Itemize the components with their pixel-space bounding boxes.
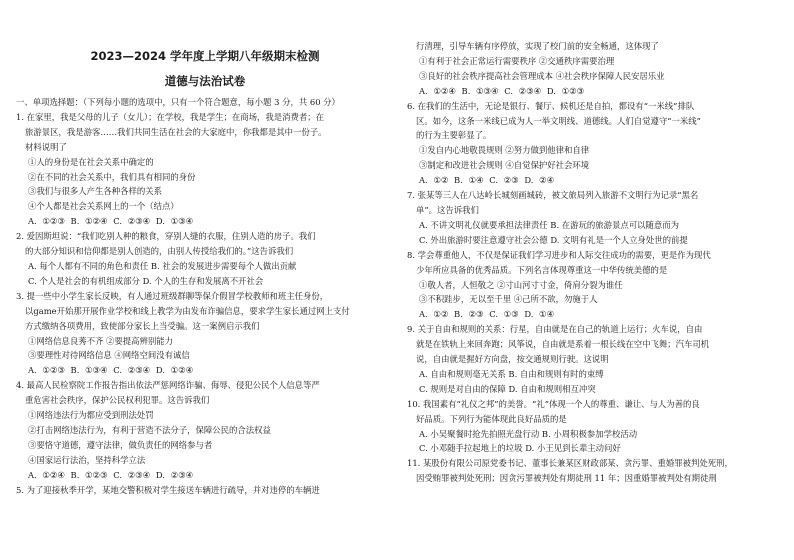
question-1-option: ③我们与很多人产生各种各样的关系 [28, 186, 162, 197]
question-6-option: ①发自内心地敬畏规则 ②努力做到他律和自律 [419, 145, 590, 156]
question-8-answers: A. ①② B. ②③ C. ①③ D. ①④ [419, 309, 555, 320]
question-9-text: 说，自由就是握好方向盘，按交通规则行驶。这说明 [416, 354, 609, 365]
question-10-option: C. 小邓随手拉起地上的垃圾 D. 小王见到长辈主动问好 [419, 443, 621, 454]
question-8-option: ③不积跬步，无以至千里 ④己所不欲，勿施于人 [419, 294, 598, 305]
question-5-text: 5. 为了迎接秋季开学，某地交警积极对学生接送车辆进行疏导，并对违停的车辆进 [16, 484, 320, 495]
question-4-text: 重危害社会秩序，保护公民权利犯罪。这告诉我们 [25, 395, 210, 406]
question-8-text: 少年所应具备的优秀品质。下列名言体现尊重这一中华传统美德的是 [416, 264, 668, 275]
question-11-text: 因受贿罪被判处死刑；因贪污罪被判处有期徒刑 11 年；因重婚罪被判处有期徒刑 [416, 473, 717, 484]
question-10-text: 好品质。下列行为能体现此良好品质的是 [416, 413, 567, 424]
question-2-text: 2. 爱因斯坦说：“我们吃别人种的粮食，穿别人缝的衣服，住别人造的房子。我们 [16, 231, 316, 242]
section-heading: 一、单项选择题：（下列每小题的选项中，只有一个符合题意，每小题 3 分，共 60 分） [16, 97, 340, 107]
exam-subtitle: 道德与法治试卷 [164, 74, 246, 88]
question-3-text: 以game开始那开展作业学校和线上教学为由发布诈骗信息，要求学生家长通过网上支付 [25, 305, 350, 316]
question-1-option: ①人的身份是在社会关系中确定的 [28, 156, 154, 167]
question-7-option: A. 不讲文明礼仪就要承担法律责任 B. 在游玩的旅游景点可以随意而为 [419, 219, 680, 230]
question-1-text: 旅游景区，我是游客……我们共同生活在社会的大家庭中，你我都是其中一份子。 [25, 126, 327, 137]
question-9-option: C. 规则是对自由的保障 D. 自由和规则相互冲突 [419, 383, 596, 394]
right-column [407, 0, 779, 486]
question-1-option: ④个人都是社会关系网上的一个（结点） [28, 201, 179, 212]
question-4-option: ④国家运行法治，坚持科学立法 [28, 454, 146, 465]
question-9-text: 9. 关于自由和规则的关系：行星，自由就是在自己的轨道上运行；火车说，自由 [407, 324, 703, 335]
question-3-text: 方式缴纳各项费用，致使部分家长上当受骗。这一案例启示我们 [25, 320, 260, 331]
question-1-option: ②在不同的社会关系中，我们具有相同的身份 [28, 171, 196, 182]
question-1-text: 1. 在家里，我是父母的儿子（女儿）；在学校，我是学生；在商场，我是消费者；在 [16, 111, 324, 122]
question-1-answers: A. ①②③ B. ①②④ C. ②③④ D. ①③④ [28, 216, 194, 227]
question-8-text: 8. 学会尊重他人，不仅是保证我们学习进步和人际交往成功的需要，更是作为现代 [407, 249, 711, 260]
question-6-text: 6. 在我们的生活中，无论是银行、餐厅、候机还是自拍，都设有“一米线”排队 [407, 100, 695, 111]
question-5-option: ①有利于社会正常运行需要秩序 ②交通秩序需要治理 [419, 55, 615, 66]
question-4-answers: A. ①②④ B. ①②③ C. ②③④ D. ②③④ [28, 469, 194, 480]
question-4-option: ③要恪守道德，遵守法律，做负责任的网络参与者 [28, 439, 213, 450]
question-7-text: 7. 张某等三人在八达岭长城刻画城砖，被文旅局列入旅游不文明行为记录“黑名 [407, 190, 699, 201]
question-9-option: A. 自由和规则毫无关系 B. 自由和规则有时的束缚 [419, 368, 604, 379]
left-column [16, 0, 394, 497]
question-5-answers: A. ①②④ B. ①③④ C. ②③④ D. ①②③ [419, 85, 585, 96]
question-3-answers: A. ①②③ B. ①③④ C. ②③④ D. ①②④ [28, 365, 194, 376]
question-8-option: ①敬人者，人恒敬之 ②寸山河寸寸金，倚肩分裂为谁任 [419, 279, 623, 290]
question-3-option: ③要理性对待网络信息 ④网络空间没有诚信 [28, 350, 190, 361]
question-4-option: ①网络违法行为都应受到刑法处罚 [28, 410, 154, 421]
question-10-option: A. 小吴聚餐时抢先拍照光盘行动 B. 小周积极参加学校活动 [419, 428, 638, 439]
question-4-option: ②打击网络违法行为，有利于营造不法分子，保障公民的合法权益 [28, 424, 271, 435]
question-1-text: 材料说明了 [25, 141, 67, 152]
question-6-text: 的行为主要彰显了。 [416, 130, 492, 141]
question-9-text: 就是在铁轨上来回奔跑；风筝说，自由就是系着一根长线在空中飞舞；汽车司机 [416, 339, 710, 350]
question-7-text: 单”。这告诉我们 [416, 204, 479, 215]
question-2-text: 的大部分知识和信仰都是别人创造的，由别人传授给我们的。”这告诉我们 [25, 246, 294, 257]
question-10-text: 10. 我国素有“礼仪之邦”的美誉。“礼”体现一个人的尊重、谦让、与人为善的良 [407, 398, 700, 409]
question-2-option: A. 每个人都有不同的角色和责任 B. 社会的发展进步需要每个人做出贡献 [28, 260, 297, 271]
question-11-text: 11. 某股份有限公司原党委书记、董事长兼某区财政部某、贪污罪、重婚罪被判处死刑， [407, 458, 733, 469]
question-5-option: ③良好的社会秩序提高社会管理成本 ④社会秩序保障人民安居乐业 [419, 70, 665, 81]
question-4-text: 4. 最高人民检察院工作报告指出依法严惩网络诈骗、侮辱、侵犯公民个人信息等严 [16, 380, 320, 391]
question-6-text: 区。如今，这条一米线已成为人一举文明线、道德线。人们自觉遵守“一米线” [416, 115, 701, 126]
exam-title: 2023—2024 学年度上学期八年级期末检测 [90, 49, 320, 63]
question-6-answers: A. ①② B. ①④ C. ②③ D. ②④ [419, 175, 555, 186]
question-3-text: 3. 提一些中小学生家长反映，有人通过班级群聊等保介假冒学校教师和班主任身份， [16, 290, 329, 301]
question-6-option: ③制定和改进社会规则 ④自觉保护好社会环境 [419, 160, 590, 171]
question-2-option: C. 个人是社会的有机组成部分 D. 个人的生存和发展离不开社会 [28, 275, 264, 286]
question-3-option: ①网络信息良莠不齐 ②要提高辨别能力 [28, 335, 174, 346]
question-5-text: 行清理，引导车辆有序停放，实现了校门前的安全畅通，这体现了 [416, 41, 659, 51]
question-7-option: C. 外出旅游时要注意遵守社会公德 D. 文明有礼是一个人立身处世的前提 [419, 234, 688, 245]
